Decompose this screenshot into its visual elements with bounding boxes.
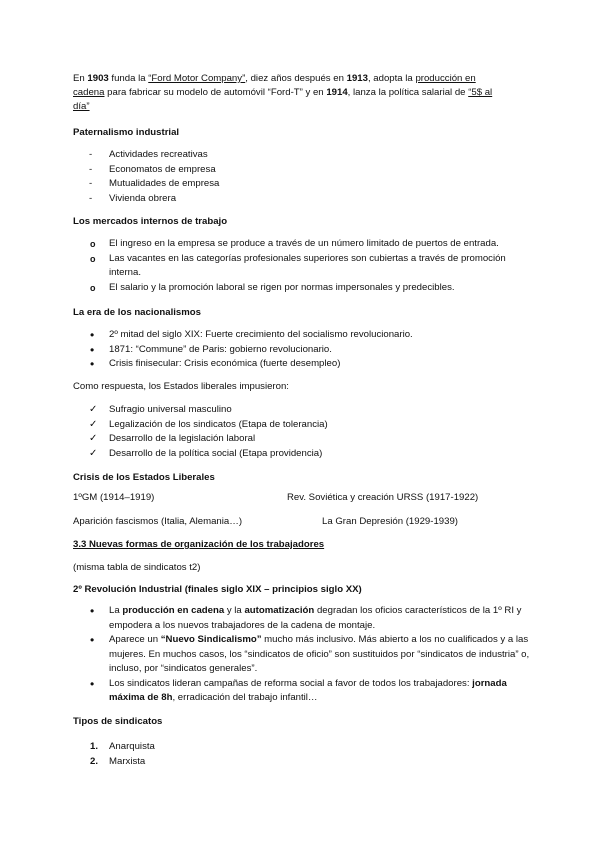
tipos-list [73, 740, 533, 769]
list-item [73, 163, 533, 178]
bold-term: “Nuevo Sindicalismo” [160, 634, 262, 645]
check-icon: ✓ [89, 447, 98, 459]
list-item-text: 2º mitad del siglo XIX: Fuerte crecimiento del socialismo revolucionario. [109, 329, 413, 340]
list-item [73, 177, 533, 192]
list-item-text: Marxista [109, 755, 146, 767]
bullet-icon: • [90, 342, 95, 357]
bullet-icon: • [90, 604, 95, 618]
list-item [73, 740, 533, 755]
text: funda la [108, 73, 149, 84]
respuesta-list [73, 403, 533, 461]
bold-term: producción en cadena [122, 605, 225, 616]
section-heading: 3.3 Nuevas formas de organización de los trabajadores [73, 539, 325, 550]
nacionalismos-list [73, 328, 533, 372]
list-number: 2. [90, 755, 99, 767]
list-item-text: 1871: “Commune” de Paris: gobierno revolucionario. [109, 343, 332, 355]
text: mucho más inclusivo. Más abierto a los no cualificados y a las mujeres. En muchos casos, los “sindicatos de oficio” son sustituidos por “sindicatos de industria” o, incluso, por “sindicatos generales”. [109, 634, 530, 674]
bold-term: jornada máxima de 8h [109, 677, 507, 703]
list-item [73, 252, 533, 281]
mercados-list [73, 237, 533, 295]
text: Los sindicatos lideran campañas de reforma social a favor de todos los trabajadores: [109, 677, 473, 689]
intro-paragraph [73, 72, 533, 114]
heading-mercados: Los mercados internos de trabajo [73, 216, 228, 227]
check-icon: ✓ [89, 433, 98, 444]
check-icon: ✓ [89, 418, 98, 430]
list-item-text: Las vacantes en las categorías profesionales superiores son cubiertas a través de promoción interna. [109, 252, 506, 278]
year-1903: 1903 [87, 73, 109, 84]
list-item [73, 633, 531, 677]
dash-marker: - [89, 149, 93, 160]
list-item-text: El ingreso en la empresa se produce a través de un número limitado de puertos de entrada. [109, 238, 499, 249]
list-item-text: Desarrollo de la legislación laboral [109, 433, 256, 444]
text: Aparece un [109, 634, 161, 645]
text: , erradicación del trabajo infantil… [172, 692, 318, 703]
list-item-text: Legalización de los sindicatos (Etapa de tolerancia) [109, 418, 328, 430]
list-item [73, 677, 531, 706]
crisis-row2-left: Aparición fascismos (Italia, Alemania…) [73, 516, 243, 527]
production-chain-term: producción en [415, 73, 476, 84]
bullet-icon: • [90, 357, 95, 371]
text: La [109, 605, 123, 616]
salary-policy-term: día” [73, 101, 90, 112]
text: , diez años después en [245, 73, 347, 84]
list-item-text: El salario y la promoción laboral se rigen por normas impersonales y predecibles. [109, 281, 455, 293]
list-item-text: Sufragio universal masculino [109, 404, 232, 415]
list-item [73, 343, 533, 358]
list-item [73, 755, 533, 770]
heading-crisis: Crisis de los Estados Liberales [73, 472, 215, 483]
list-item-text: Anarquista [109, 741, 155, 752]
list-item-text: Economatos de empresa [109, 163, 216, 175]
subheading-revolucion: 2º Revolución Industrial (finales siglo XIX – principios siglo XX) [73, 584, 362, 595]
salary-policy-term: “5$ al [468, 87, 493, 98]
text: , lanza la política salarial de [347, 87, 469, 98]
production-chain-term: cadena [73, 87, 105, 98]
crisis-row1-right: Rev. Soviética y creación URSS (1917-1922) [287, 492, 479, 503]
list-number: 1. [90, 741, 99, 752]
list-item-text: Crisis finisecular: Crisis económica (fuerte desempleo) [109, 358, 341, 369]
year-1914: 1914 [326, 87, 348, 98]
bullet-icon: • [90, 676, 95, 691]
list-item [73, 192, 533, 207]
list-item-text: Actividades recreativas [109, 149, 208, 160]
bullet-icon: • [90, 633, 95, 647]
list-item-text: Desarrollo de la política social (Etapa providencia) [109, 447, 323, 459]
circle-bullet-icon: o [90, 239, 96, 249]
revolucion-list [73, 604, 531, 706]
bullet-icon: • [90, 328, 95, 342]
text: , adopta la [367, 73, 416, 84]
section-note: (misma tabla de sindicatos t2) [73, 562, 201, 573]
paternalismo-list [73, 148, 533, 206]
dash-marker: - [89, 163, 93, 175]
crisis-row1-left: 1ºGM (1914–1919) [73, 492, 155, 503]
list-item [73, 357, 533, 372]
list-item [73, 403, 533, 418]
check-icon: ✓ [89, 404, 98, 415]
list-item [73, 328, 533, 343]
text: y la [224, 605, 245, 616]
list-item-text: Mutualidades de empresa [109, 178, 220, 189]
respuesta-intro: Como respuesta, los Estados liberales impusieron: [73, 381, 289, 392]
heading-tipos: Tipos de sindicatos [73, 716, 163, 727]
text: para fabricar su modelo de automóvil “Ford-T” y en [104, 87, 327, 98]
dash-marker: - [89, 178, 93, 189]
list-item [73, 237, 533, 252]
list-item [73, 281, 533, 296]
circle-bullet-icon: o [90, 253, 96, 264]
list-item [73, 604, 531, 633]
heading-paternalismo: Paternalismo industrial [73, 127, 180, 138]
heading-nacionalismos: La era de los nacionalismos [73, 307, 201, 318]
crisis-row2-right: La Gran Depresión (1929-1939) [322, 516, 458, 527]
text: degradan los oficios característicos de la 1º RI y empodera a los nuevos trabajadores de la cadena de montaje. [109, 605, 522, 631]
text: En [73, 73, 88, 84]
list-item [73, 148, 533, 163]
list-item [73, 447, 533, 462]
ford-company-name: “Ford Motor Company” [148, 73, 246, 84]
circle-bullet-icon: o [90, 282, 96, 293]
list-item-text: Vivienda obrera [109, 192, 177, 204]
year-1913: 1913 [346, 73, 368, 84]
list-item [73, 418, 533, 433]
list-item [73, 432, 533, 447]
bold-term: automatización [244, 605, 315, 616]
dash-marker: - [89, 192, 93, 204]
